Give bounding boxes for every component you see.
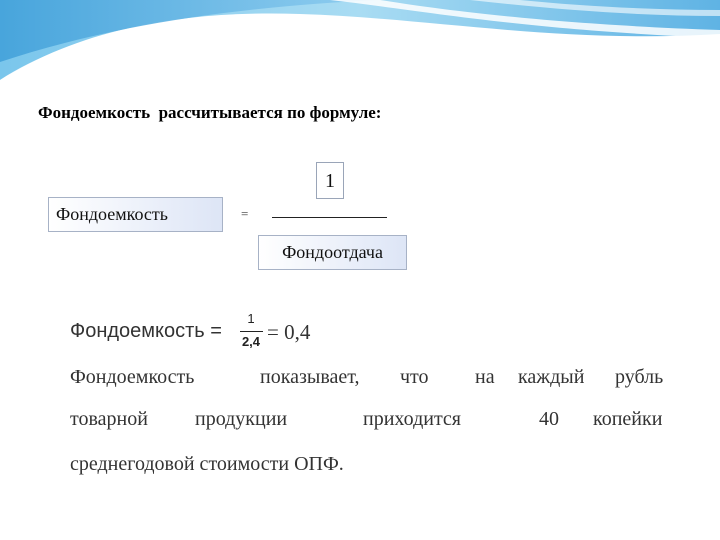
word: Фондоемкость xyxy=(70,366,195,388)
formula-lhs: Фондоемкость = xyxy=(70,320,228,342)
word: товарной xyxy=(70,408,148,430)
word: копейки xyxy=(593,408,663,430)
formula-fraction-bar xyxy=(240,331,263,332)
word: каждый xyxy=(518,366,585,388)
slide-heading: Фондоемкость рассчитывается по формуле: xyxy=(38,103,382,122)
word: на xyxy=(475,366,495,388)
paragraph-line-1 xyxy=(70,366,674,392)
word: показывает, xyxy=(260,366,360,388)
equals-sign: = xyxy=(241,206,249,221)
paragraph-line-2 xyxy=(70,408,674,434)
word: что xyxy=(400,366,429,388)
numerator-box: 1 xyxy=(316,162,344,199)
paragraph-line-3: среднегодовой стоимости ОПФ. xyxy=(70,453,344,475)
label-box-fondoemkost: Фондоемкость xyxy=(48,197,223,232)
fraction-line xyxy=(272,217,387,218)
formula-denominator: 2,4 xyxy=(241,334,261,349)
formula-numerator: 1 xyxy=(247,311,255,326)
formula-result: = 0,4 xyxy=(267,320,311,344)
calculation-formula xyxy=(70,311,370,355)
word: приходится xyxy=(363,408,462,430)
word: рубль xyxy=(615,366,664,388)
word: продукции xyxy=(195,408,288,430)
decorative-wave-header xyxy=(0,0,720,110)
word: 40 xyxy=(539,408,559,430)
denominator-box-fondootdacha: Фондоотдача xyxy=(258,235,407,270)
